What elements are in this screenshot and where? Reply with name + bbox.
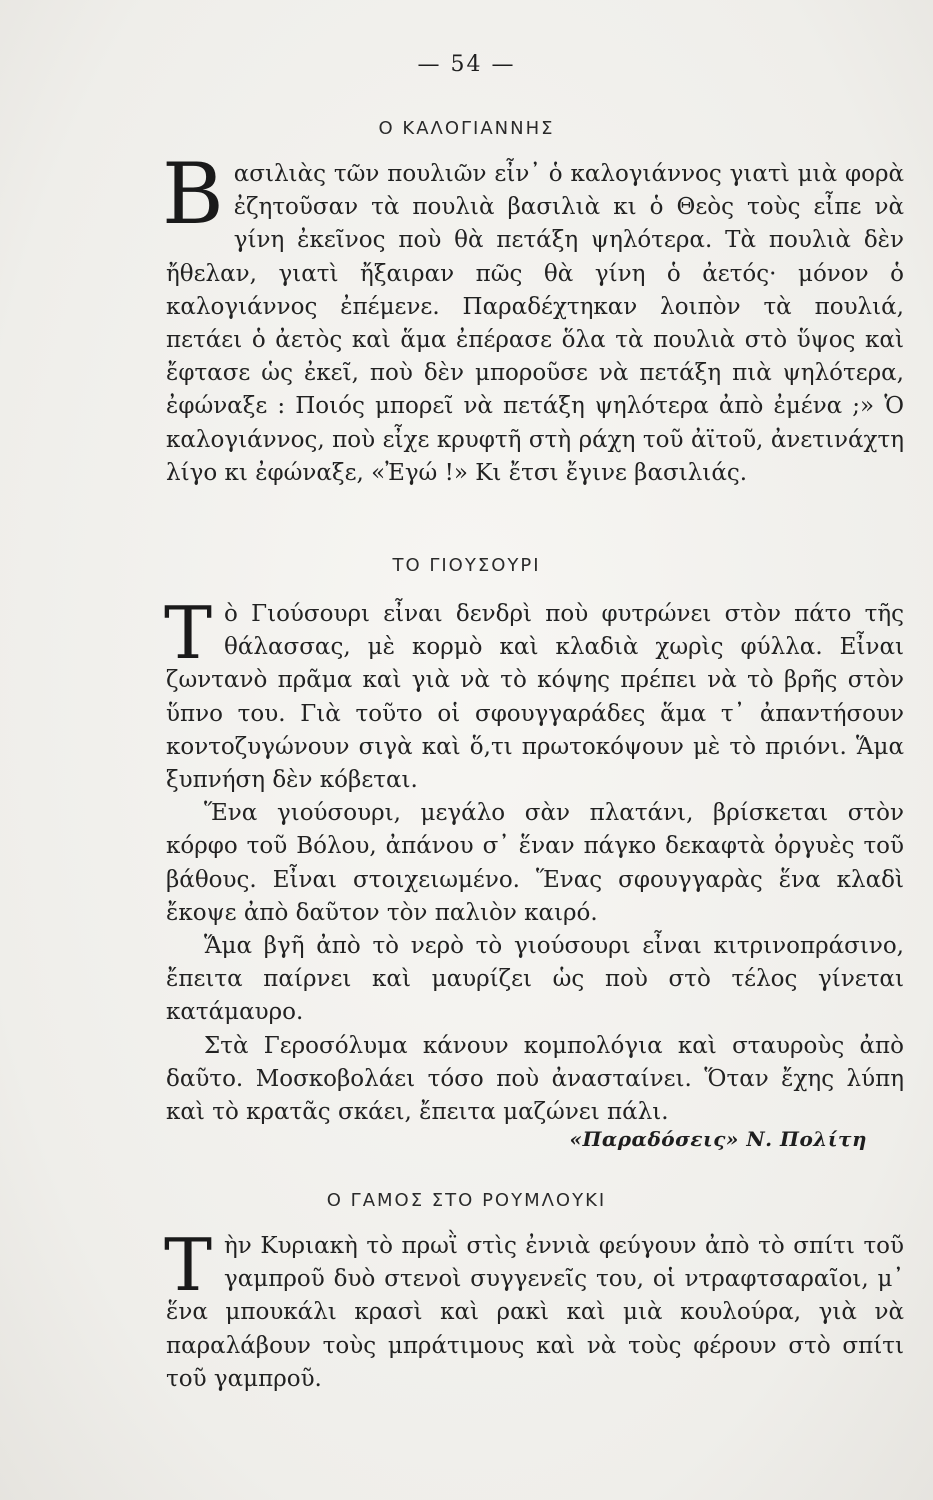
drop-cap: Τ [164,591,213,675]
section-body-giousouri [164,591,904,1129]
paragraph [162,145,904,490]
section-body-kalogiannis [162,145,904,490]
paragraph [164,591,904,797]
paragraph: Ἅμα βγῆ ἀπὸ τὸ νερὸ τὸ γιούσουρι εἶναι κιτρινοπράσινο, ἔπειτα παίρνει καὶ μαυρίζει ὡς ποὺ στὸ τέλος γίνεται κατάμαυρο. [166,933,904,1026]
paragraph-text: ὸ Γιούσουρι εἶναι δενδρὶ ποὺ φυτρώνει στὸν πάτο τῆς θάλασσας, μὲ κορμὸ καὶ κλαδιὰ χωρὶς φύλλα. Εἶναι ζωντανὸ πρᾶμα καὶ γιὰ νὰ τὸ κόψης πρέπει νὰ τὸ βρῆς στὸν ὕπνο του. Γιὰ τοῦτο οἱ σφουγγαράδες ἅμα τ᾽ ἀπαντήσουν κοντοζυγώνουν σιγὰ καὶ ὅ,τι πρωτοκόψουν μὲ τὸ πριόνι. Ἅμα ξυπνήση δὲν κόβεται. [166,601,904,794]
section-heading-gamos: Ο ΓΑΜΟΣ ΣΤΟ ΡΟΥΜΛΟΥΚΙ [326,1190,607,1211]
section-body-gamos [164,1223,904,1396]
drop-cap: Τ [164,1223,213,1307]
source-citation: «Παραδόσεις» Ν. Πολίτη [569,1127,867,1151]
paragraph-text: ασιλιὰς τῶν πουλιῶν εἶν᾽ ὁ καλογιάννος γιατὶ μιὰ φορὰ ἐζητοῦσαν τὰ πουλιὰ βασιλιὰ κι ὁ Θεὸς τοὺς εἶπε νὰ γίνη ἐκεῖνος ποὺ θὰ πετάξη ψηλότερα. Τὰ πουλιὰ δὲν ἤθελαν, γιατὶ ἤξαιραν πῶς θὰ γίνη ὁ ἀετός· μόνον ὁ καλογιάννος ἐπέμενε. Παραδέχτηκαν λοιπὸν τὰ πουλιά, πετάει ὁ ἀετὸς καὶ ἅμα ἐπέρασε ὅλα τὰ πουλιὰ στὸ ὕψος καὶ ἔφτασε ὡς ἐκεῖ, ποὺ δὲν μποροῦσε νὰ πετάξη πιὰ ψηλότερα, ἐφώναξε : Ποιός μπορεῖ νὰ πετάξη ψηλότερα ἀπὸ ἐμένα ;» Ὁ καλογιάννος, ποὺ εἶχε κρυφτῆ στὴ ράχη τοῦ ἀϊτοῦ, ἀνετινάχτη λίγο κι ἐφώναξε, «Ἐγώ !» Κι ἔτσι ἔγινε βασιλιάς. [166,161,904,486]
paragraph: Ἕνα γιούσουρι, μεγάλο σὰν πλατάνι, βρίσκεται στὸν κόρφο τοῦ Βόλου, ἀπάνου σ᾽ ἕναν πάγκο δεκαφτὰ ὀργυὲς τοῦ βάθους. Εἶναι στοιχειωμένο. Ἕνας σφουγγαρὰς ἕνα κλαδὶ ἔκοψε ἀπὸ δαῦτον τὸν παλιὸν καιρό. [166,800,904,926]
section-heading-giousouri: ΤΟ ΓΙΟΥΣΟΥΡΙ [392,555,541,576]
paragraph-text: ὴν Κυριακὴ τὸ πρωῒ στὶς ἐννιὰ φεύγουν ἀπὸ τὸ σπίτι τοῦ γαμπροῦ δυὸ στενοὶ συγγενεῖς του, οἱ ντραφτσαραῖοι, μ᾽ ἕνα μπουκάλι κρασὶ καὶ ρακὶ καὶ μιὰ κουλούρα, γιὰ νὰ παραλάβουν τοὺς μπράτιμους καὶ νὰ τοὺς φέρουν στὸ σπίτι τοῦ γαμπροῦ. [166,1233,904,1392]
section-heading-kalogiannis: Ο ΚΑΛΟΓΙΑΝΝΗΣ [378,118,555,139]
paragraph [164,1223,904,1396]
paragraph: Στὰ Γεροσόλυμα κάνουν κομπολόγια καὶ σταυροὺς ἀπὸ δαῦτο. Μοσκοβολάει τόσο ποὺ ἀνασταίνει. Ὅταν ἔχης λύπη καὶ τὸ κρατᾶς σκάει, ἔπειτα μαζώνει πάλι. [166,1032,904,1126]
drop-cap: Β [162,145,224,243]
page-number: — 54 — [417,52,516,77]
